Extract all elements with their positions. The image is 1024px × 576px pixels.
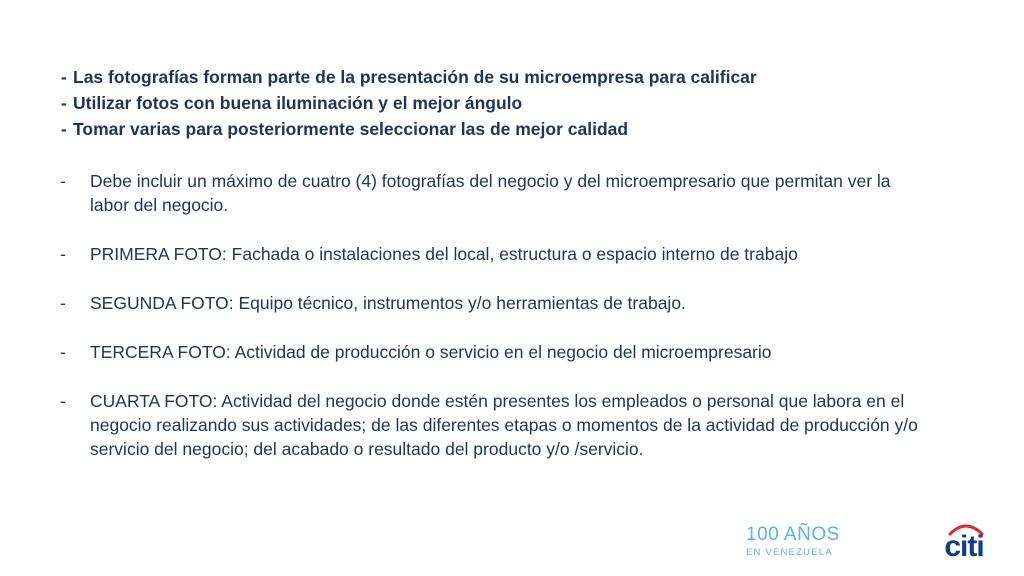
requirement-text: PRIMERA FOTO: Fachada o instalaciones del local, estructura o espacio interno de trabajo (90, 244, 798, 264)
requirement-item (60, 291, 920, 315)
requirement-item (60, 389, 920, 461)
requirement-item (60, 169, 920, 217)
photo-requirements-list (60, 169, 920, 486)
anniversary-title: 100 AÑOS (746, 524, 840, 545)
key-point (61, 90, 757, 116)
key-point (61, 116, 757, 142)
bullet-dash: - (60, 244, 66, 264)
bullet-dash: - (60, 293, 66, 313)
key-point-text: Tomar varias para posteriormente seleccionar las de mejor calidad (73, 119, 629, 139)
anniversary-badge (746, 525, 840, 559)
bullet-dash: - (60, 342, 66, 362)
bullet-dash: - (60, 171, 66, 191)
requirement-text: TERCERA FOTO: Actividad de producción o servicio en el negocio del microempresario (90, 342, 772, 362)
logo-wordmark: citi (944, 530, 984, 559)
requirement-text: CUARTA FOTO: Actividad del negocio donde estén presentes los empleados o personal que labora en el negocio realizando sus actividades; de las diferentes etapas o momentos de la actividad de producción y/o servicio del negocio; del acabado o resultado del producto y/o /servicio. (90, 391, 918, 459)
bullet-dash: - (61, 119, 67, 139)
citi-logo-icon (936, 519, 992, 559)
requirement-text: Debe incluir un máximo de cuatro (4) fotografías del negocio y del microempresario que permitan ver la labor del negocio. (90, 171, 891, 215)
bullet-dash: - (61, 67, 67, 87)
requirement-text: SEGUNDA FOTO: Equipo técnico, instrumentos y/o herramientas de trabajo. (90, 293, 686, 313)
bullet-dash: - (61, 93, 67, 113)
requirement-item (60, 242, 920, 266)
key-point-text: Las fotografías forman parte de la presentación de su microempresa para calificar (73, 67, 757, 87)
requirement-item (60, 340, 920, 364)
bullet-dash: - (60, 391, 66, 411)
anniversary-subtitle: EN VENEZUELA (746, 547, 833, 558)
key-points-list (61, 64, 757, 142)
key-point-text: Utilizar fotos con buena iluminación y el mejor ángulo (73, 93, 523, 113)
key-point (61, 64, 757, 90)
